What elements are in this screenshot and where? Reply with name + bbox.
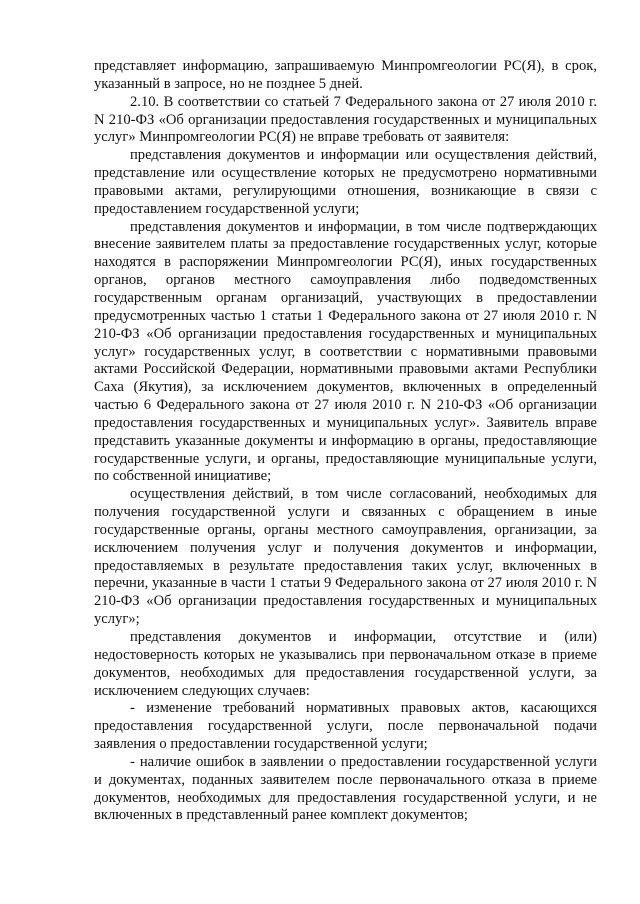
paragraph-item-1: представления документов и информации или осуществления действий, представление или осуществление которых не предусмотрено нормативными правовыми актами, регулирующими отношения, возникающие в связи с предоставлением государственной услуги; [94,147,597,217]
paragraph-section-2-10: 2.10. В соответствии со статьей 7 Федерального закона от 27 июля 2010 г. N 210-ФЗ «Об организации предоставления государственных и муниципальных услуг» Минпромгеологии РС(Я) не вправе требовать от заявителя: [94,93,597,146]
paragraph-item-4: представления документов и информации, отсутствие и (или) недостоверность которых не указывались при первоначальном отказе в приеме документов, необходимых для предоставления государственной услуги, за исключением следующих случаев: [94,629,597,699]
paragraph-exception-2: - наличие ошибок в заявлении о предоставлении государственной услуги и документах, поданных заявителем после первоначального отказа в приеме документов, необходимых для предоставления государственной услуги, и не включенных в представленный ранее комплект документов; [94,753,597,824]
paragraph-item-3: осуществления действий, в том числе согласований, необходимых для получения государственной услуги и связанных с обращением в иные государственные органы, органы местного самоуправления, организации, за исключением получения услуг и получения документов и информации, предоставляемых в результате предоставления таких услуг, включенных в перечни, указанные в части 1 статьи 9 Федерального закона от 27 июля 2010 г. N 210-ФЗ «Об организации предоставления государственных и муниципальных услуг»; [94,486,597,628]
paragraph-item-2: представления документов и информации, в том числе подтверждающих внесение заявителем платы за предоставление государственных услуг, которые находятся в распоряжении Минпромгеологии РС(Я), иных государственных органов, органов местного самоуправления либо подведомственных государственным органам организаций, участвующих в предоставлении предусмотренных частью 1 статьи 1 Федерального закона от 27 июля 2010 г. N 210-ФЗ «Об организации предоставления государственных и муниципальных услуг» государственных услуг, в соответствии с нормативными правовыми актами Российской Федерации, нормативными правовыми актами Республики Саха (Якутия), за исключением документов, включенных в определенный частью 6 Федерального закона от 27 июля 2010 г. N 210-ФЗ «Об организации предоставления государственных и муниципальных услуг». Заявитель вправе представить указанные документы и информацию в органы, предоставляющие государственные услуги, и органы, предоставляющие муниципальные услуги, по собственной инициативе; [94,218,597,485]
document-page [94,58,597,825]
paragraph-exception-1: - изменение требований нормативных правовых актов, касающихся предоставления государственной услуги, после первоначальной подачи заявления о предоставлении государственной услуги; [94,700,597,753]
paragraph-continuation: представляет информацию, запрашиваемую Минпромгеологии РС(Я), в срок, указанный в запросе, но не позднее 5 дней. [94,58,597,92]
